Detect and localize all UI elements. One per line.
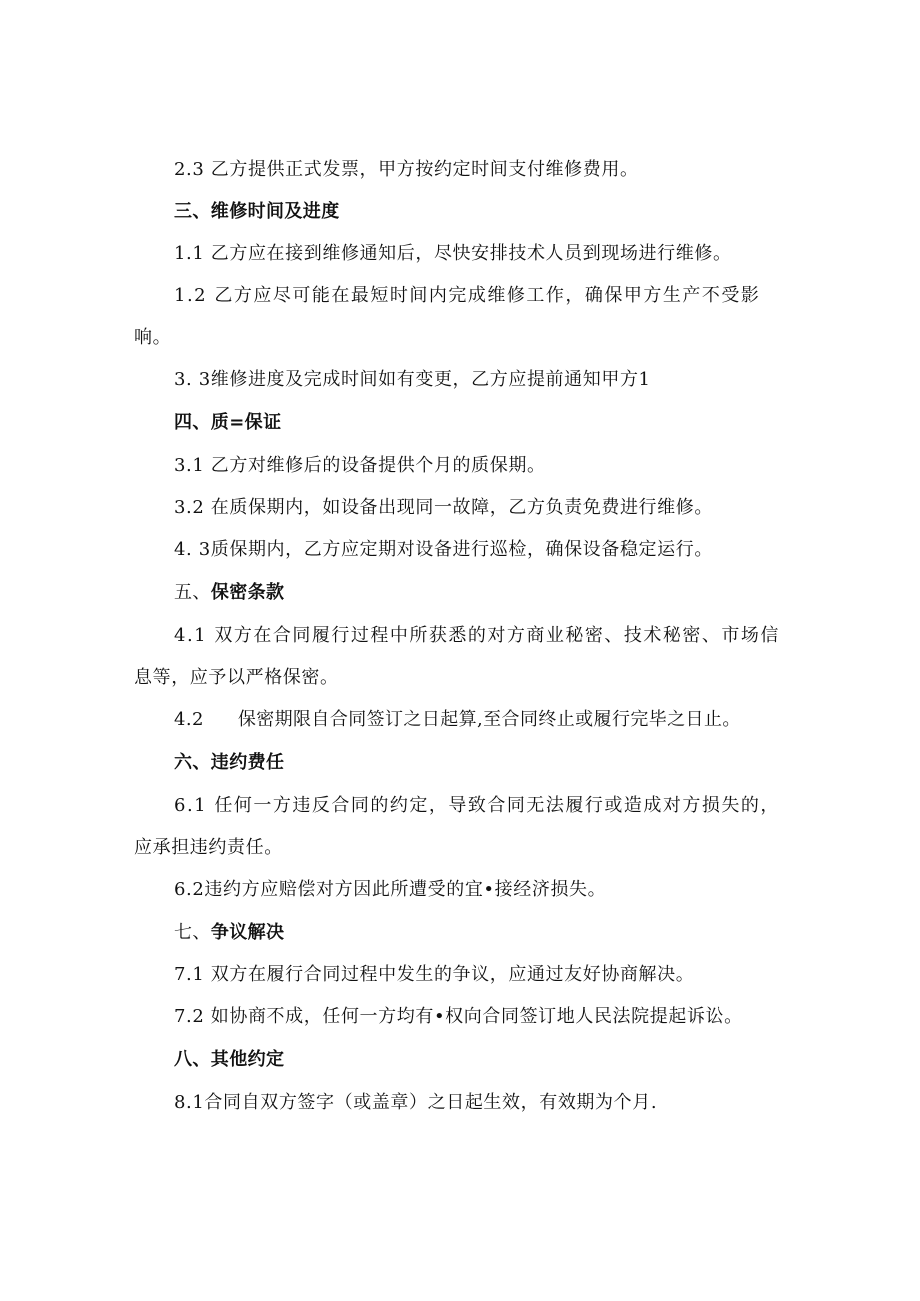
clause-4-1: 4.1 双方在合同履行过程中所获悉的对方商业秘密、技术秘密、市场信 [174, 625, 780, 646]
clause-6-1: 6.1 任何一方违反合同的约定，导致合同无法履行或造成对方损失的， [174, 795, 780, 816]
clause-6-2: 6.2违约方应赔偿对方因此所遭受的宜•接经济损失。 [174, 879, 607, 900]
clause-4-2-number: 4.2 [174, 709, 204, 730]
clause-4-1-continued: 息等，应予以严格保密。 [134, 667, 339, 688]
section-heading-5-number: 五、 [174, 582, 211, 603]
clause-1-2-continued: 响。 [134, 327, 172, 348]
clause-7-2: 7.2 如协商不成，任何一方均有•权向合同签订地人民法院提起诉讼。 [174, 1006, 743, 1027]
clause-1-1: 1.1 乙方应在接到维修通知后，尽快安排技术人员到现场进行维修。 [174, 243, 732, 264]
clause-1-2: 1.2 乙方应尽可能在最短时间内完成维修工作，确保甲方生产不受影 [174, 285, 761, 306]
clause-4-2-text: 保密期限自合同签订之日起算,至合同终止或履行完毕之日止。 [237, 709, 741, 730]
section-heading-5 [174, 581, 284, 605]
section-heading-8: 八、其他约定 [174, 1049, 285, 1070]
clause-8-1: 8.1合同自双方签字（或盖章）之日起生效，有效期为个月. [174, 1092, 658, 1113]
section-heading-3: 三、维修时间及进度 [174, 201, 340, 222]
section-heading-4: 四、质=保证 [174, 412, 282, 433]
section-heading-7-title: 争议解决 [210, 922, 285, 943]
clause-4-3: 4. 3质保期内，乙方应定期对设备进行巡检，确保设备稳定运行。 [174, 539, 713, 560]
clause-3-2: 3.2 在质保期内，如设备出现同一故障，乙方负责免费进行维修。 [174, 497, 713, 518]
clause-6-1-continued: 应承担违约责任。 [134, 837, 283, 858]
clause-3-1: 3.1 乙方对维修后的设备提供个月的质保期。 [174, 455, 546, 476]
section-heading-6: 六、违约费任 [174, 752, 285, 773]
clause-7-1: 7.1 双方在履行合同过程中发生的争议，应通过友好协商解决。 [174, 964, 695, 985]
clause-3-3: 3. 3维修进度及完成时间如有变更，乙方应提前通知甲方1 [174, 369, 651, 390]
clause-4-2 [174, 708, 741, 732]
clause-2-3: 2.3 乙方提供正式发票，甲方按约定时间支付维修费用。 [174, 159, 639, 180]
section-heading-7 [174, 921, 284, 945]
section-heading-7-number: 七、 [174, 922, 211, 943]
section-heading-5-title: 保密条款 [210, 582, 285, 603]
